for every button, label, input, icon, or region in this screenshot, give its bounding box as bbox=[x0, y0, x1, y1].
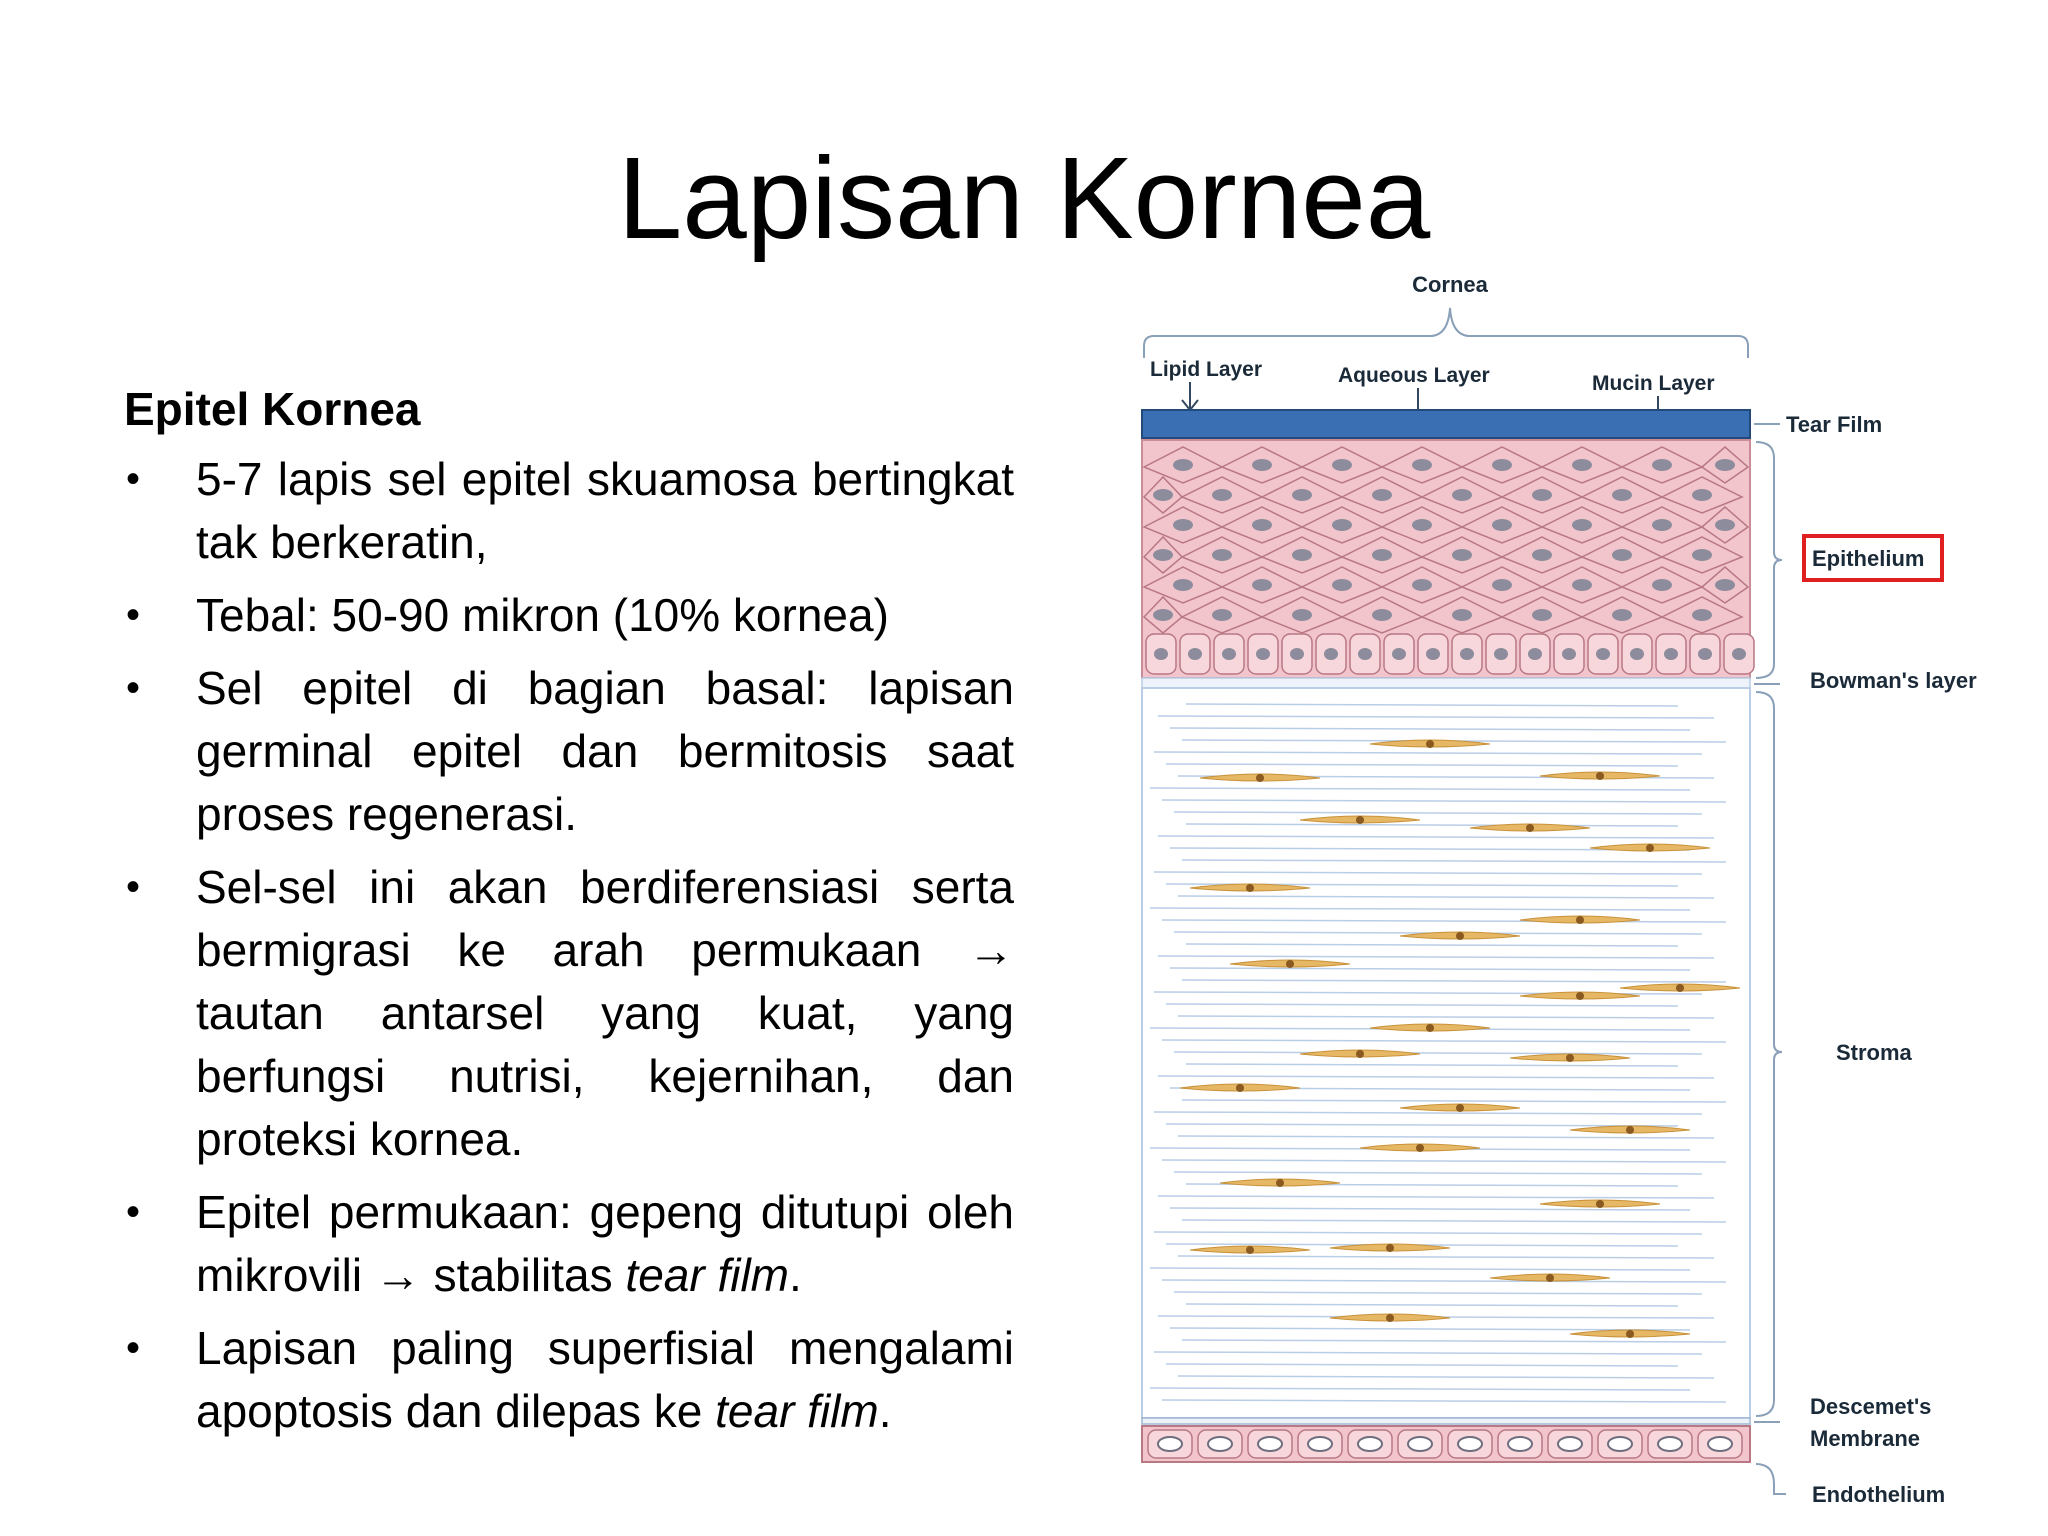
cornea-diagram bbox=[1130, 268, 2030, 1508]
bullet-dot: • bbox=[126, 457, 141, 501]
descemets-membrane bbox=[1142, 1418, 1750, 1424]
bullet-item bbox=[124, 657, 1014, 846]
lipid-layer-label: Lipid Layer bbox=[1150, 358, 1263, 381]
bullet-item bbox=[124, 1181, 1014, 1307]
bullet-text: 5-7 lapis sel epitel skuamosa bertingkat tak berkeratin, bbox=[196, 453, 1014, 568]
bowmans-layer-label: Bowman's layer bbox=[1810, 668, 1977, 693]
bullet-text: Lapisan paling superfisial mengalami apoptosis dan dilepas ke bbox=[196, 1322, 1014, 1437]
bullet-item bbox=[124, 584, 1014, 647]
bullet-text-end: . bbox=[789, 1249, 802, 1301]
bullet-list bbox=[124, 448, 1014, 1443]
bullet-dot: • bbox=[126, 666, 141, 710]
epithelium-layer bbox=[1142, 440, 1754, 678]
bowmans-layer bbox=[1142, 678, 1750, 688]
bullet-text: Sel epitel di bagian basal: lapisan germinal epitel dan bermitosis saat proses regenerasi. bbox=[196, 662, 1014, 840]
bullet-text: Tebal: 50-90 mikron (10% kornea) bbox=[196, 589, 889, 641]
descemet-label-line1: Descemet's bbox=[1810, 1394, 1932, 1419]
tear-film-label: Tear Film bbox=[1786, 412, 1883, 437]
bullet-item bbox=[124, 448, 1014, 574]
bullet-dot: • bbox=[126, 1326, 141, 1370]
mucin-layer-label: Mucin Layer bbox=[1592, 372, 1715, 395]
side-brackets bbox=[1754, 424, 1786, 1494]
aqueous-layer-label: Aqueous Layer bbox=[1338, 364, 1490, 387]
bullet-text: Epitel permukaan: gepeng ditutupi oleh mikrovili → stabilitas bbox=[196, 1186, 1014, 1301]
bullet-item bbox=[124, 1317, 1014, 1443]
bullet-dot: • bbox=[126, 865, 141, 909]
bullet-dot: • bbox=[126, 593, 141, 637]
bullet-italic: tear film bbox=[715, 1385, 879, 1437]
descemet-label-line2: Membrane bbox=[1810, 1426, 1921, 1451]
stroma-layer bbox=[1142, 688, 1750, 1418]
tear-film-layer bbox=[1142, 410, 1750, 438]
text-content bbox=[124, 378, 1014, 1453]
stroma-label: Stroma bbox=[1836, 1040, 1912, 1065]
endothelium-layer bbox=[1142, 1426, 1750, 1462]
bullet-text-end: . bbox=[878, 1385, 892, 1437]
bullet-item bbox=[124, 856, 1014, 1171]
lipid-arrow bbox=[1182, 382, 1198, 410]
endothelium-label: Endothelium bbox=[1812, 1482, 1946, 1507]
cornea-bracket bbox=[1144, 308, 1748, 358]
bullet-dot: • bbox=[126, 1190, 141, 1234]
slide-title: Lapisan Kornea bbox=[617, 133, 1431, 263]
epithelium-label: Epithelium bbox=[1812, 546, 1925, 571]
bullet-text: Sel-sel ini akan berdiferensiasi serta bermigrasi ke arah permukaan → tautan antarsel yang kuat, yang berfungsi nutrisi, kejernihan, dan proteksi kornea. bbox=[196, 861, 1014, 1165]
cornea-label: Cornea bbox=[1412, 272, 1488, 297]
bullet-italic: tear film bbox=[625, 1249, 790, 1301]
section-heading: Epitel Kornea bbox=[124, 383, 421, 435]
